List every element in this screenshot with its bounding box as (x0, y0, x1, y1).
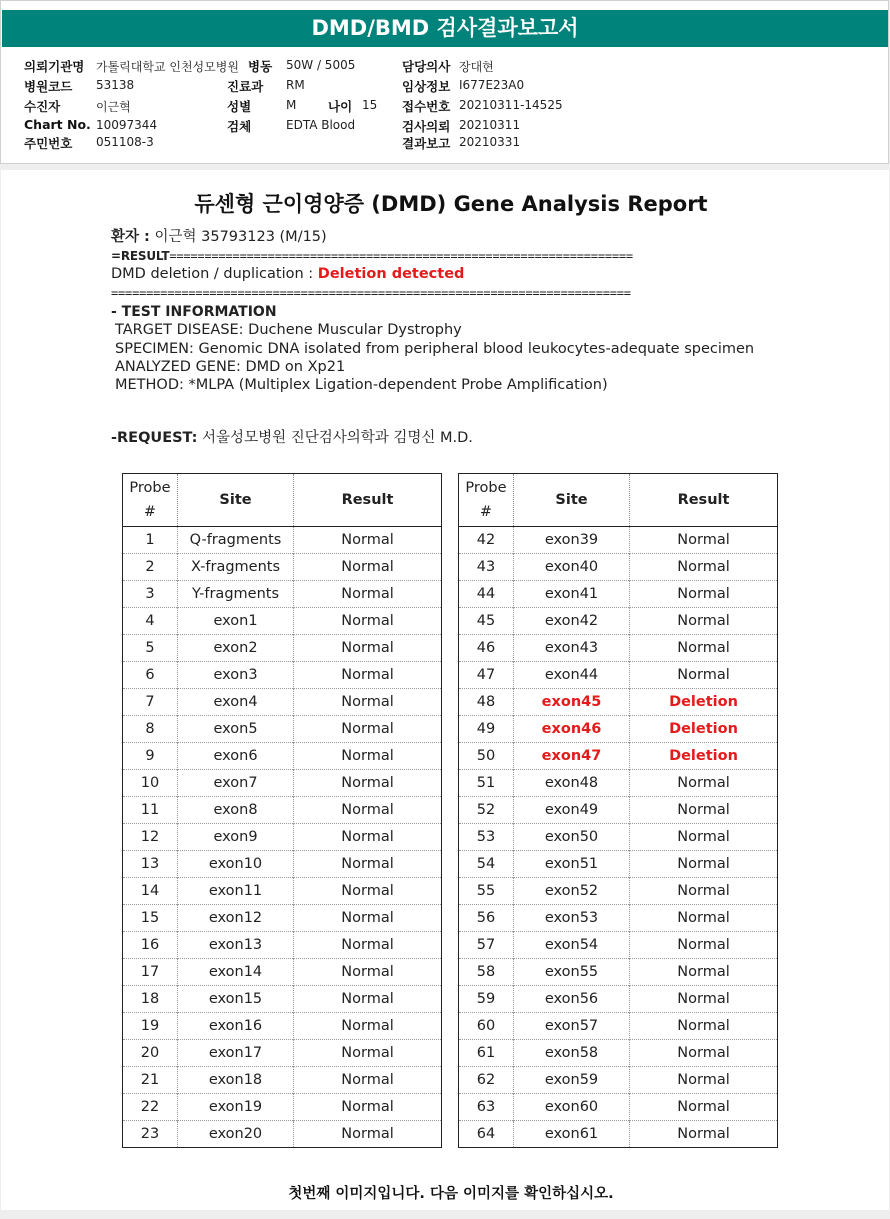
table-row (123, 905, 442, 932)
result-cell: Normal (294, 1067, 442, 1094)
probe-cell: 52 (459, 797, 514, 824)
site-cell: exon49 (514, 797, 630, 824)
result-cell: Deletion (630, 689, 778, 716)
site-cell: exon60 (514, 1094, 630, 1121)
table-row (459, 716, 778, 743)
site-cell: exon13 (178, 932, 294, 959)
probe-cell: 57 (459, 932, 514, 959)
method: METHOD: *MLPA (Multiplex Ligation-dependent Probe Amplification) (115, 377, 608, 393)
site-cell: exon4 (178, 689, 294, 716)
table-row (123, 689, 442, 716)
sex-label: 성별 (227, 99, 252, 114)
site-cell: exon12 (178, 905, 294, 932)
probe-cell: 8 (123, 716, 178, 743)
probe-cell: 51 (459, 770, 514, 797)
probe-cell: 5 (123, 635, 178, 662)
result-cell: Normal (630, 1094, 778, 1121)
result-cell: Normal (630, 851, 778, 878)
examinee-value: 이근혁 (96, 100, 131, 114)
ward-label: 병동 (248, 59, 273, 74)
probe-cell: 15 (123, 905, 178, 932)
result-cell: Normal (294, 1013, 442, 1040)
table-row (123, 878, 442, 905)
result-cell: Normal (294, 959, 442, 986)
probe-table-right (458, 473, 778, 1148)
result-cell: Normal (294, 851, 442, 878)
chart-label: Chart No. (24, 117, 91, 132)
table-row (123, 959, 442, 986)
result-text: DMD deletion / duplication : (111, 266, 314, 282)
table-row (123, 851, 442, 878)
probe-cell: 11 (123, 797, 178, 824)
site-cell: exon50 (514, 824, 630, 851)
age-label: 나이 (328, 99, 353, 114)
site-cell: exon9 (178, 824, 294, 851)
table-row (123, 608, 442, 635)
site-cell: exon42 (514, 608, 630, 635)
table-row (123, 932, 442, 959)
table-row (459, 1121, 778, 1148)
probe-cell: 45 (459, 608, 514, 635)
probe-cell: 53 (459, 824, 514, 851)
result-cell: Normal (294, 743, 442, 770)
col-probe-header: Probe # (123, 474, 178, 527)
probe-cell: 20 (123, 1040, 178, 1067)
result-cell: Normal (294, 824, 442, 851)
id-label: 주민번호 (24, 136, 73, 151)
table-row (123, 797, 442, 824)
result-cell: Normal (294, 716, 442, 743)
probe-cell: 7 (123, 689, 178, 716)
site-cell: exon51 (514, 851, 630, 878)
site-cell: exon6 (178, 743, 294, 770)
probe-cell: 9 (123, 743, 178, 770)
col-result-header: Result (294, 474, 442, 527)
table-row (459, 1040, 778, 1067)
table-row (459, 689, 778, 716)
col-site-header: Site (178, 474, 294, 527)
probe-cell: 56 (459, 905, 514, 932)
probe-cell: 43 (459, 554, 514, 581)
request-value: 서울성모병원 진단검사의학과 김명신 M.D. (202, 430, 473, 446)
result-cell: Normal (630, 581, 778, 608)
probe-cell: 47 (459, 662, 514, 689)
result-separator: ================================================================== (169, 249, 633, 263)
page-title: DMD/BMD 검사결과보고서 (2, 10, 888, 47)
site-cell: exon56 (514, 986, 630, 1013)
dept-value: RM (286, 78, 305, 92)
result-heading (111, 249, 633, 263)
table-row (123, 770, 442, 797)
result-cell: Deletion (630, 716, 778, 743)
col-result-header: Result (630, 474, 778, 527)
table-row (459, 824, 778, 851)
probe-cell: 4 (123, 608, 178, 635)
result-cell: Normal (294, 554, 442, 581)
table-row (123, 662, 442, 689)
table-row (123, 716, 442, 743)
result-value: Deletion detected (317, 266, 465, 282)
result-cell: Normal (294, 986, 442, 1013)
probe-cell: 6 (123, 662, 178, 689)
result-cell: Normal (630, 554, 778, 581)
ward-value: 50W / 5005 (286, 58, 356, 72)
probe-cell: 54 (459, 851, 514, 878)
examinee-label: 수진자 (24, 99, 61, 114)
result-cell: Normal (630, 959, 778, 986)
table-row (459, 851, 778, 878)
table-row (123, 743, 442, 770)
probe-cell: 18 (123, 986, 178, 1013)
table-row (459, 635, 778, 662)
probe-cell: 46 (459, 635, 514, 662)
hospital-code-label: 병원코드 (24, 79, 73, 94)
result-cell: Normal (294, 608, 442, 635)
table-row (459, 1067, 778, 1094)
site-cell: exon3 (178, 662, 294, 689)
doctor-label: 담당의사 (402, 59, 451, 74)
report-body (1, 170, 889, 1210)
site-cell: exon8 (178, 797, 294, 824)
site-cell: exon10 (178, 851, 294, 878)
result-cell: Normal (630, 1121, 778, 1148)
request-label: -REQUEST: (111, 430, 198, 446)
result-cell: Normal (294, 1040, 442, 1067)
site-cell: exon52 (514, 878, 630, 905)
site-cell: exon55 (514, 959, 630, 986)
doctor-value: 장대현 (459, 60, 494, 74)
receipt-label: 접수번호 (402, 99, 451, 114)
site-cell: exon54 (514, 932, 630, 959)
table-row (459, 878, 778, 905)
result-cell: Normal (630, 662, 778, 689)
probe-cell: 21 (123, 1067, 178, 1094)
report-date-label: 결과보고 (402, 136, 451, 151)
table-row (459, 662, 778, 689)
specimen-label: 검체 (227, 119, 252, 134)
probe-table-left (122, 473, 442, 1148)
site-cell: exon40 (514, 554, 630, 581)
result-cell: Normal (630, 527, 778, 554)
site-cell: exon41 (514, 581, 630, 608)
target-disease: TARGET DISEASE: Duchene Muscular Dystrophy (115, 322, 462, 338)
table-row (459, 770, 778, 797)
probe-cell: 61 (459, 1040, 514, 1067)
probe-cell: 49 (459, 716, 514, 743)
report-title: 듀센형 근이영양증 (DMD) Gene Analysis Report (194, 192, 708, 216)
table-row (123, 1094, 442, 1121)
table-row (459, 527, 778, 554)
site-cell: exon16 (178, 1013, 294, 1040)
table-row (123, 1040, 442, 1067)
probe-cell: 60 (459, 1013, 514, 1040)
request-date-label: 검사의뢰 (402, 119, 451, 134)
probe-cell: 22 (123, 1094, 178, 1121)
patient-label: 환자 : (111, 229, 150, 245)
clinical-value: I677E23A0 (459, 78, 525, 92)
probe-cell: 14 (123, 878, 178, 905)
dept-label: 진료과 (227, 79, 264, 94)
table-row (123, 581, 442, 608)
result-cell: Deletion (630, 743, 778, 770)
result-cell: Normal (630, 1067, 778, 1094)
result-line (111, 266, 464, 282)
site-cell: Y-fragments (178, 581, 294, 608)
hospital-code-value: 53138 (96, 78, 135, 92)
probe-cell: 3 (123, 581, 178, 608)
site-cell: X-fragments (178, 554, 294, 581)
result-cell: Normal (630, 797, 778, 824)
result-cell: Normal (294, 635, 442, 662)
result-cell: Normal (630, 635, 778, 662)
table-row (459, 1094, 778, 1121)
result-cell: Normal (630, 1013, 778, 1040)
institution-value: 가톨릭대학교 인천성모병원 (96, 60, 239, 74)
test-info-heading: - TEST INFORMATION (111, 304, 277, 320)
result-cell: Normal (294, 905, 442, 932)
report-date-value: 20210331 (459, 135, 521, 149)
result-cell: Normal (294, 770, 442, 797)
request-line (111, 426, 473, 447)
probe-cell: 50 (459, 743, 514, 770)
probe-cell: 10 (123, 770, 178, 797)
result-cell: Normal (630, 932, 778, 959)
result-cell: Normal (630, 608, 778, 635)
result-head-label: =RESULT (111, 249, 170, 263)
site-cell: exon11 (178, 878, 294, 905)
probe-cell: 59 (459, 986, 514, 1013)
site-cell: exon48 (514, 770, 630, 797)
result-cell: Normal (630, 1040, 778, 1067)
site-cell: exon1 (178, 608, 294, 635)
probe-cell: 44 (459, 581, 514, 608)
table-row (459, 797, 778, 824)
probe-cell: 55 (459, 878, 514, 905)
result-cell: Normal (630, 878, 778, 905)
probe-cell: 19 (123, 1013, 178, 1040)
report-header (0, 0, 889, 164)
site-cell: exon47 (514, 743, 630, 770)
result-cell: Normal (630, 905, 778, 932)
probe-cell: 58 (459, 959, 514, 986)
table-row (123, 1013, 442, 1040)
site-cell: Q-fragments (178, 527, 294, 554)
site-cell: exon2 (178, 635, 294, 662)
request-date-value: 20210311 (459, 118, 521, 132)
probe-cell: 17 (123, 959, 178, 986)
site-cell: exon61 (514, 1121, 630, 1148)
table-row (459, 986, 778, 1013)
site-cell: exon43 (514, 635, 630, 662)
table-row (459, 608, 778, 635)
result-cell: Normal (294, 797, 442, 824)
footer-note: 첫번째 이미지입니다. 다음 이미지를 확인하십시오. (288, 1186, 614, 1202)
age-value: 15 (362, 98, 378, 112)
table-row (459, 932, 778, 959)
site-cell: exon45 (514, 689, 630, 716)
table-row (123, 554, 442, 581)
result-cell: Normal (630, 770, 778, 797)
patient-line (111, 225, 327, 246)
probe-cell: 2 (123, 554, 178, 581)
result-cell: Normal (294, 932, 442, 959)
site-cell: exon57 (514, 1013, 630, 1040)
result-cell: Normal (294, 1121, 442, 1148)
site-cell: exon5 (178, 716, 294, 743)
site-cell: exon53 (514, 905, 630, 932)
result-cell: Normal (294, 1094, 442, 1121)
table-row (123, 635, 442, 662)
sex-value: M (286, 98, 297, 112)
col-probe-header: Probe # (459, 474, 514, 527)
patient-value: 이근혁 35793123 (M/15) (154, 229, 327, 245)
probe-cell: 23 (123, 1121, 178, 1148)
table-row (459, 905, 778, 932)
site-cell: exon20 (178, 1121, 294, 1148)
probe-cell: 62 (459, 1067, 514, 1094)
id-value: 051108-3 (96, 135, 154, 149)
probe-cell: 42 (476, 532, 496, 548)
site-cell: exon17 (178, 1040, 294, 1067)
receipt-value: 20210311-14525 (459, 98, 563, 112)
table-row (123, 1121, 442, 1148)
table-row (459, 581, 778, 608)
chart-value: 10097344 (96, 118, 158, 132)
table-row (459, 554, 778, 581)
probe-cell: 64 (459, 1121, 514, 1148)
table-row (123, 1067, 442, 1094)
site-cell: exon46 (514, 716, 630, 743)
site-cell: exon18 (178, 1067, 294, 1094)
result-cell: Normal (630, 986, 778, 1013)
table-row (123, 527, 442, 554)
probe-cell: 12 (123, 824, 178, 851)
site-cell: exon39 (514, 527, 630, 554)
clinical-label: 임상정보 (402, 79, 451, 94)
result-cell: Normal (630, 824, 778, 851)
col-site-header: Site (514, 474, 630, 527)
table-row (459, 1013, 778, 1040)
result-cell: Normal (294, 689, 442, 716)
specimen-info: SPECIMEN: Genomic DNA isolated from peripheral blood leukocytes-adequate specimen (115, 341, 755, 357)
site-cell: exon58 (514, 1040, 630, 1067)
site-cell: exon59 (514, 1067, 630, 1094)
site-cell: exon44 (514, 662, 630, 689)
probe-cell: 16 (123, 932, 178, 959)
site-cell: exon14 (178, 959, 294, 986)
result-cell: Normal (294, 662, 442, 689)
result-cell: Normal (294, 527, 442, 554)
specimen-value: EDTA Blood (286, 118, 356, 132)
table-row (123, 824, 442, 851)
probe-cell: 1 (145, 532, 155, 548)
site-cell: exon7 (178, 770, 294, 797)
separator-line: ========================================================================== (111, 286, 631, 300)
site-cell: exon15 (178, 986, 294, 1013)
result-cell: Normal (294, 581, 442, 608)
analyzed-gene: ANALYZED GENE: DMD on Xp21 (115, 359, 346, 375)
table-row (123, 986, 442, 1013)
probe-cell: 48 (459, 689, 514, 716)
probe-cell: 63 (459, 1094, 514, 1121)
site-cell: exon19 (178, 1094, 294, 1121)
probe-cell: 13 (123, 851, 178, 878)
institution-label: 의뢰기관명 (24, 59, 85, 74)
result-cell: Normal (294, 878, 442, 905)
table-row (459, 959, 778, 986)
table-row (459, 743, 778, 770)
